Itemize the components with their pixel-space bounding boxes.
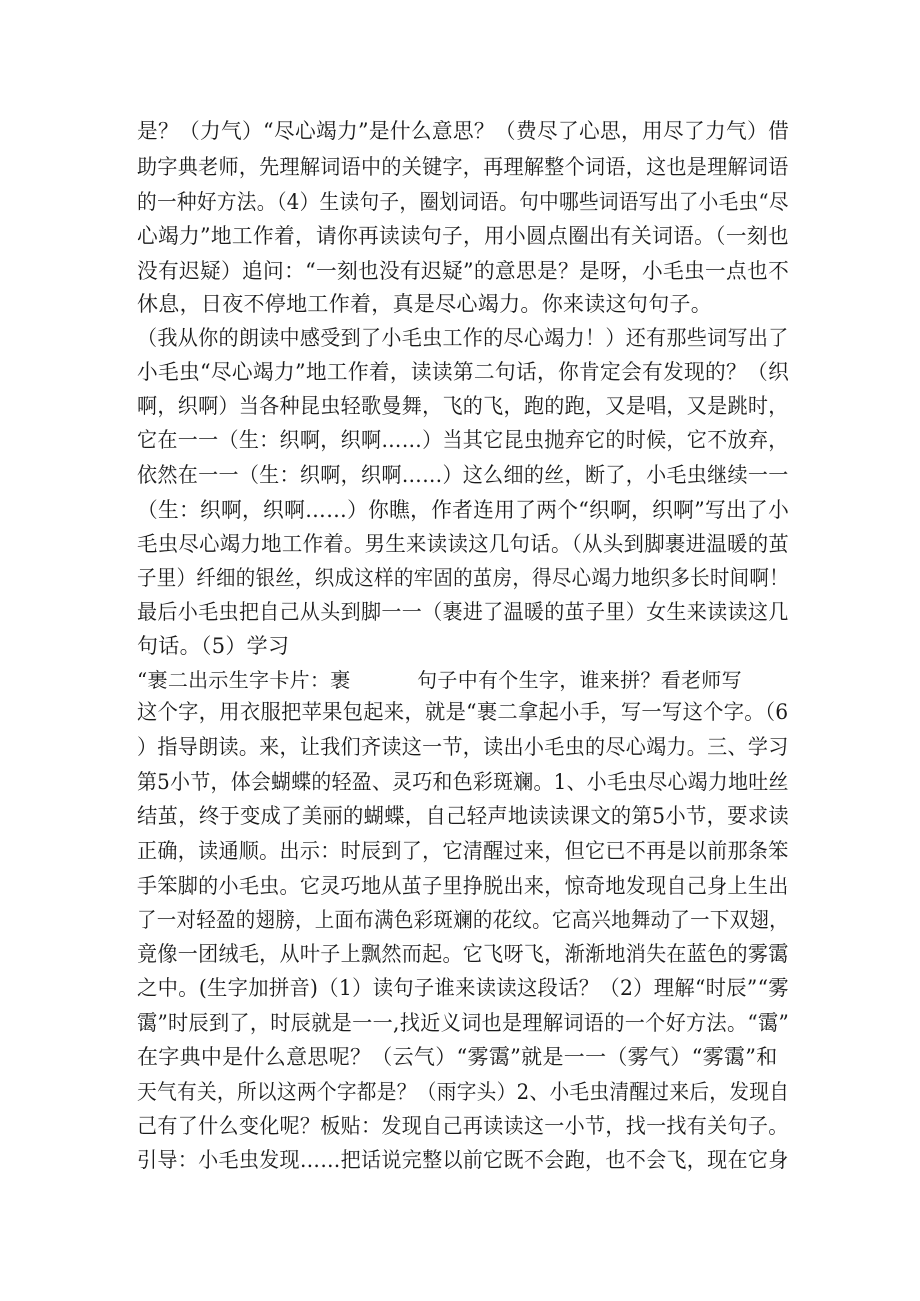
text-line: 天气有关，所以这两个字都是？（雨字头）2、小毛虫清醒过来后，发现自	[137, 1080, 790, 1104]
text-line: 毛虫尽心竭力地工作着。男生来读读这几句话。（从头到脚裹进温暖的茧	[137, 532, 790, 556]
text-line: 之中。(生字加拼音)（1）读句子谁来读读这段话？（2）理解“时辰”“雾	[137, 976, 789, 1000]
text-line: 没有迟疑）追问：“一刻也没有迟疑”的意思是？是呀，小毛虫一点也不	[137, 259, 790, 283]
text-line: 霭”时辰到了，时辰就是一一,找近义词也是理解词语的一个好方法。“霭”	[137, 1011, 790, 1035]
text-line: ）指导朗读。来，让我们齐读这一节，读出小毛虫的尽心竭力。三、学习	[137, 735, 789, 759]
text-line: 最后小毛虫把自己从头到脚一一（裹进了温暖的茧子里）女生来读读这几	[137, 600, 789, 624]
text-line: 句话。（5）学习	[137, 634, 290, 658]
text-line: 啊，织啊）当各种昆虫轻歌曼舞，飞的飞，跑的跑，又是唱，又是跳时，	[137, 394, 789, 418]
text-line: 了一对轻盈的翅膀，上面布满色彩斑斓的花纹。它高兴地舞动了一下双翅，	[137, 908, 789, 932]
text-line: 正确，读通顺。出示：时辰到了，它清醒过来，但它已不再是以前那条笨	[137, 839, 789, 863]
text-line: 第5小节，体会蝴蝶的轻盈、灵巧和色彩斑斓。1、小毛虫尽心竭力地吐丝	[137, 770, 789, 794]
text-line: 依然在一一（生：织啊，织啊……）这么细的丝，断了，小毛虫继续一一	[137, 463, 789, 487]
text-line: 子里）纤细的银丝，织成这样的牢固的茧房，得尽心竭力地织多长时间啊！	[137, 566, 789, 590]
text-line: （我从你的朗读中感受到了小毛虫工作的尽心竭力！）还有那些词写出了	[137, 326, 789, 350]
text-line: “裹二出示生字卡片：裹 句子中有个生字，谁来拼？看老师写	[137, 668, 742, 692]
text-line: 竟像一团绒毛，从叶子上飘然而起。它飞呀飞，渐渐地消失在蓝色的雾霭	[137, 942, 789, 966]
text-line: 小毛虫“尽心竭力”地工作着，读读第二句话，你肯定会有发现的？（织	[137, 360, 790, 384]
text-line: 的一种好方法。（4）生读句子，圈划词语。句中哪些词语写出了小毛虫“尽	[137, 190, 789, 214]
text-line: 心竭力”地工作着，请你再读读句子，用小圆点圈出有关词语。（一刻也	[137, 224, 789, 248]
text-line: 在字典中是什么意思呢？（云气）“雾霭”就是一一（雾气）“雾霭”和	[137, 1045, 778, 1069]
text-line: 休息，日夜不停地工作着，真是尽心竭力。你来读这句句子。	[137, 292, 713, 316]
text-line: 结茧，终于变成了美丽的蝴蝶，自己轻声地读读课文的第5小节，要求读	[137, 804, 789, 828]
text-line: 这个字，用衣服把苹果包起来，就是“裹二拿起小手，写一写这个字。（6	[137, 700, 789, 724]
text-line: 己有了什么变化呢？板贴：发现自己再读读这一小节，找一找有关句子。	[137, 1114, 789, 1138]
text-line: 手笨脚的小毛虫。它灵巧地从茧子里挣脱出来，惊奇地发现自己身上生出	[137, 874, 789, 898]
text-line: 引导：小毛虫发现……把话说完整以前它既不会跑，也不会飞，现在它身	[137, 1148, 789, 1172]
text-line: 助字典老师，先理解词语中的关键字，再理解整个词语，这也是理解词语	[137, 155, 789, 179]
text-line: 它在一一（生：织啊，织啊……）当其它昆虫抛弃它的时候，它不放弃，	[137, 428, 789, 452]
text-line: 是？（力气）“尽心竭力”是什么意思？（费尽了心思，用尽了力气）借	[137, 119, 790, 143]
text-line: （生：织啊，织啊……）你瞧，作者连用了两个“织啊，织啊”写出了小	[137, 498, 790, 522]
